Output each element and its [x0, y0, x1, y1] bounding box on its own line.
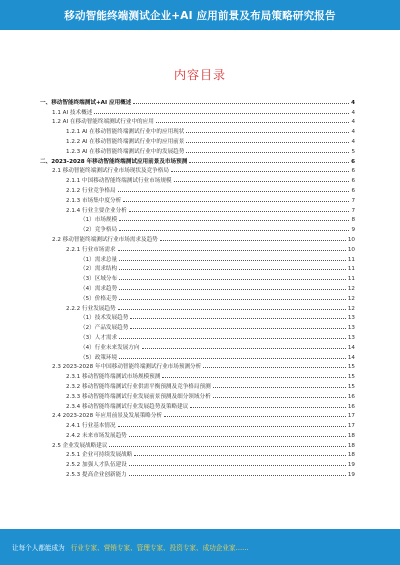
toc-leader-dots	[119, 279, 346, 280]
toc-entry[interactable]	[40, 106, 355, 116]
toc-entry-page: 18	[347, 452, 355, 459]
toc-entry[interactable]	[40, 468, 355, 478]
toc-entry[interactable]	[40, 214, 355, 224]
toc-entry[interactable]	[40, 243, 355, 253]
toc-leader-dots	[162, 377, 346, 378]
toc-leader-dots	[119, 289, 346, 290]
toc-entry-page: 17	[347, 413, 355, 420]
toc-leader-dots	[119, 358, 346, 359]
toc-entry-label: （1）技术发展趋势	[80, 315, 129, 322]
toc-leader-dots	[118, 309, 346, 310]
toc-entry-label: （4）需求趋势	[80, 285, 118, 292]
toc-entry-page: 9	[351, 227, 355, 234]
toc-entry-label: 2.2.1 行业市场需求	[66, 246, 116, 253]
toc-leader-dots	[213, 387, 346, 388]
toc-entry-page: 11	[347, 256, 355, 263]
toc-entry-label: （5）政策环境	[80, 354, 118, 361]
toc-leader-dots	[186, 152, 349, 153]
toc-entry-label: 2.4.1 行业基本情况	[66, 423, 116, 430]
toc-entry-page: 17	[347, 423, 355, 430]
toc-leader-dots	[118, 191, 350, 192]
toc-entry-label: 2.4 2023-2028 年应用前景及发展策略分析	[52, 413, 163, 420]
toc-entry[interactable]	[40, 272, 355, 282]
toc-entry[interactable]	[40, 341, 355, 351]
toc-leader-dots	[94, 113, 349, 114]
toc-entry-page: 4	[351, 129, 355, 136]
toc-entry[interactable]	[40, 449, 355, 459]
toc-leader-dots	[119, 338, 346, 339]
toc-entry[interactable]	[40, 174, 355, 184]
toc-entry-page: 13	[347, 325, 355, 332]
toc-leader-dots	[134, 455, 346, 456]
toc-entry[interactable]	[40, 321, 355, 331]
toc-entry[interactable]	[40, 125, 355, 135]
footer-highlight: 行业专家、营销专家、管理专家、投资专家、成功企业家……	[70, 544, 249, 552]
toc-entry[interactable]	[40, 96, 355, 106]
toc-entry-page: 11	[347, 266, 355, 273]
toc-entry-label: 2.1.2 行业竞争格局	[66, 187, 116, 194]
toc-entry-page: 8	[351, 217, 355, 224]
toc-entry[interactable]	[40, 263, 355, 273]
toc-entry[interactable]	[40, 116, 355, 126]
toc-entry-page: 7	[351, 197, 355, 204]
toc-entry-page: 6	[351, 158, 355, 165]
toc-entry[interactable]	[40, 361, 355, 371]
toc-entry[interactable]	[40, 410, 355, 420]
toc-entry-label: 一、移动智能终端测试+AI 应用概述	[40, 99, 132, 106]
toc-entry-label: （3）人才需求	[80, 334, 118, 341]
footer-slogan: 让每个人都能成为	[12, 544, 65, 552]
toc-leader-dots	[164, 416, 346, 417]
toc-entry[interactable]	[40, 312, 355, 322]
toc-leader-dots	[119, 260, 346, 261]
toc-entry-page: 14	[347, 354, 355, 361]
toc-entry-label: 1.2.1 AI 在移动智能终端测试行业中的应用现状	[66, 129, 185, 136]
toc-leader-dots	[190, 407, 346, 408]
toc-leader-dots	[186, 142, 349, 143]
toc-entry-page: 10	[347, 236, 355, 243]
table-of-contents	[40, 96, 355, 478]
toc-entry-page: 12	[347, 295, 355, 302]
toc-leader-dots	[119, 220, 349, 221]
toc-entry-label: （2）需求结构	[80, 266, 118, 273]
toc-entry[interactable]	[40, 165, 355, 175]
toc-entry-label: 2.2 移动智能终端测试行业市场需求及趋势	[52, 236, 158, 243]
toc-entry[interactable]	[40, 390, 355, 400]
toc-leader-dots	[189, 162, 349, 163]
toc-entry-label: 1.1 AI 技术概述	[52, 109, 93, 116]
toc-entry-label: 2.3.2 移动智能终端测试行业供需平衡预测及竞争格局预测	[66, 383, 211, 390]
toc-entry-page: 12	[347, 285, 355, 292]
toc-entry[interactable]	[40, 439, 355, 449]
toc-entry[interactable]	[40, 155, 355, 165]
toc-entry-label: （3）区域分布	[80, 276, 118, 283]
toc-leader-dots	[213, 397, 346, 398]
toc-leader-dots	[174, 181, 350, 182]
toc-entry-page: 5	[351, 148, 355, 155]
toc-entry-page: 10	[347, 246, 355, 253]
toc-entry-page: 7	[351, 207, 355, 214]
toc-leader-dots	[160, 240, 346, 241]
toc-leader-dots	[130, 328, 346, 329]
toc-entry-label: 1.2.2 AI 在移动智能终端测试行业中的应用前景	[66, 138, 185, 145]
toc-entry-label: 2.5.3 提高企业创新能力	[66, 472, 127, 479]
toc-entry-label: 二、2023-2028 年移动智能终端测试应用前景及市场预测	[40, 158, 188, 165]
toc-entry-page: 14	[347, 344, 355, 351]
toc-entry-label: （4）行业未来发展方向	[80, 344, 140, 351]
toc-leader-dots	[186, 132, 349, 133]
toc-heading: 内容目录	[173, 68, 226, 82]
toc-leader-dots	[129, 436, 346, 437]
toc-leader-dots	[129, 211, 350, 212]
toc-entry-label: 1.2.3 AI 在移动智能终端测试行业中的发展趋势	[66, 148, 185, 155]
toc-entry-page: 6	[351, 178, 355, 185]
toc-leader-dots	[119, 299, 346, 300]
toc-entry[interactable]	[40, 370, 355, 380]
toc-leader-dots	[171, 171, 349, 172]
page-footer	[0, 529, 400, 565]
toc-entry-page: 16	[347, 393, 355, 400]
toc-entry[interactable]	[40, 253, 355, 263]
toc-entry-page: 4	[351, 119, 355, 126]
toc-entry[interactable]	[40, 292, 355, 302]
toc-entry-label: 2.3.1 移动智能终端测试市场规模预测	[66, 374, 161, 381]
toc-entry-label: 2.5.2 加强人才队伍建设	[66, 462, 127, 469]
toc-leader-dots	[109, 446, 345, 447]
toc-leader-dots	[118, 426, 346, 427]
toc-entry-page: 11	[347, 276, 355, 283]
toc-entry-label: 2.1.4 行业主要企业分析	[66, 207, 127, 214]
toc-entry[interactable]	[40, 429, 355, 439]
toc-entry-page: 19	[347, 472, 355, 479]
toc-entry-label: 2.4.2 未来市场发展趋势	[66, 432, 127, 439]
toc-entry[interactable]	[40, 223, 355, 233]
toc-entry-page: 19	[347, 462, 355, 469]
toc-entry-page: 15	[347, 383, 355, 390]
toc-entry-page: 15	[347, 364, 355, 371]
toc-leader-dots	[156, 122, 350, 123]
toc-entry-label: 2.1.1 中国移动智能终端测试行业市场规模	[66, 178, 172, 185]
toc-leader-dots	[142, 348, 346, 349]
toc-leader-dots	[129, 475, 346, 476]
toc-entry-label: 2.5.1 企业可持续发展战略	[66, 452, 133, 459]
page-header	[0, 0, 400, 30]
toc-entry-page: 12	[347, 305, 355, 312]
toc-entry[interactable]	[40, 282, 355, 292]
toc-entry-page: 4	[351, 109, 355, 116]
toc-entry[interactable]	[40, 351, 355, 361]
toc-entry-page: 6	[351, 187, 355, 194]
toc-entry-label: （5）价格走势	[80, 295, 118, 302]
report-title: 移动智能终端测试企业+AI 应用前景及布局策略研究报告	[64, 9, 336, 22]
toc-entry-label: 2.3 2023-2028 年中国移动智能终端测试行业市场预测分析	[52, 364, 202, 371]
toc-leader-dots	[119, 269, 346, 270]
toc-entry[interactable]	[40, 194, 355, 204]
toc-leader-dots	[123, 201, 349, 202]
toc-entry-page: 4	[351, 138, 355, 145]
toc-entry[interactable]	[40, 419, 355, 429]
toc-entry[interactable]	[40, 458, 355, 468]
toc-entry-label: （1）市场规模	[80, 217, 118, 224]
toc-entry-page: 13	[347, 315, 355, 322]
toc-entry-label: 2.1.3 市场集中度分析	[66, 197, 122, 204]
toc-entry-label: 2.5 企业发展战略建议	[52, 442, 108, 449]
toc-entry-page: 18	[347, 442, 355, 449]
toc-entry-label: 2.2.2 行业发展趋势	[66, 305, 116, 312]
toc-entry[interactable]	[40, 400, 355, 410]
toc-entry-page: 6	[351, 168, 355, 175]
toc-entry[interactable]	[40, 380, 355, 390]
toc-entry-label: （2）竞争格局	[80, 227, 118, 234]
toc-leader-dots	[133, 103, 349, 104]
toc-entry-page: 13	[347, 334, 355, 341]
toc-entry-label: 1.2 AI 在移动智能终端测试行业中的应用	[52, 119, 154, 126]
toc-entry[interactable]	[40, 184, 355, 194]
toc-leader-dots	[129, 465, 346, 466]
toc-entry-label: 2.1 移动智能终端测试行业市场现状及竞争格局	[52, 168, 169, 175]
toc-entry-page: 15	[347, 374, 355, 381]
toc-leader-dots	[118, 250, 346, 251]
toc-entry-label: 2.3.4 移动智能终端测试行业发展趋势及策略建议	[66, 403, 189, 410]
toc-entry[interactable]	[40, 302, 355, 312]
toc-entry-label: 2.3.3 移动智能终端测试行业发展前景预测及细分领域分析	[66, 393, 211, 400]
toc-leader-dots	[119, 230, 349, 231]
toc-entry[interactable]	[40, 233, 355, 243]
toc-entry-label: （1）需求总量	[80, 256, 118, 263]
toc-entry[interactable]	[40, 331, 355, 341]
toc-leader-dots	[203, 367, 346, 368]
toc-entry-page: 18	[347, 432, 355, 439]
toc-entry[interactable]	[40, 204, 355, 214]
toc-leader-dots	[130, 318, 346, 319]
toc-entry[interactable]	[40, 145, 355, 155]
toc-entry-page: 16	[347, 403, 355, 410]
toc-entry-page: 4	[351, 99, 355, 106]
toc-entry-label: （2）产品发展趋势	[80, 325, 129, 332]
toc-entry[interactable]	[40, 135, 355, 145]
